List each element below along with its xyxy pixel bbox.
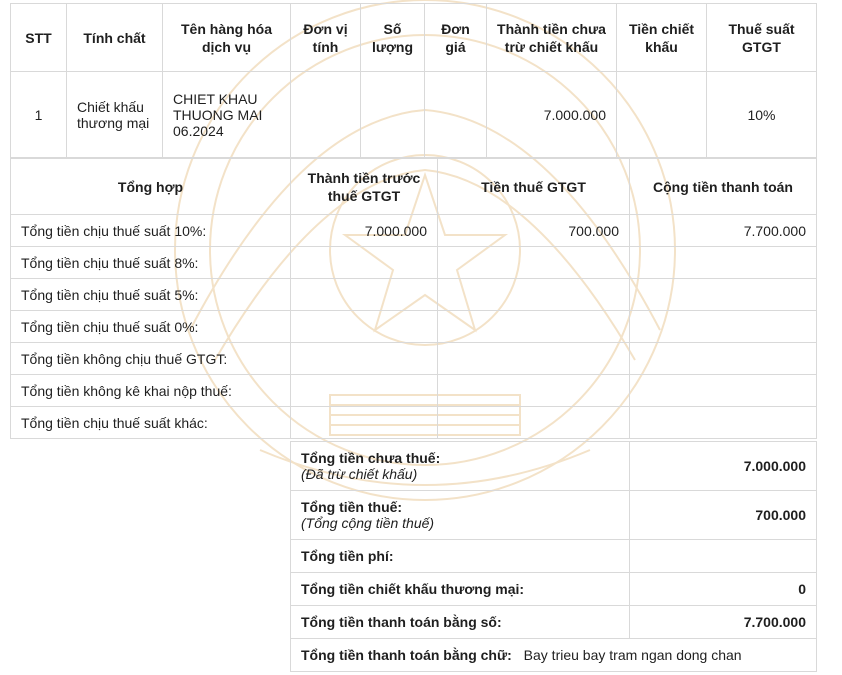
total-discount-row	[291, 573, 817, 606]
cell-tinh-chat: Chiết khấu thương mại	[67, 72, 163, 158]
table-row	[11, 279, 817, 311]
table-row	[11, 247, 817, 279]
total-payment-words-value: Bay trieu bay tram ngan dong chan	[523, 647, 742, 663]
total-tax-value: 700.000	[630, 491, 817, 540]
summary-label: Tổng tiền chịu thuế suất 5%:	[11, 279, 291, 311]
summary-truoc-thue	[291, 247, 438, 279]
summary-truoc-thue	[291, 343, 438, 375]
header-tien-chiet-khau: Tiền chiết khấu	[617, 4, 707, 72]
summary-cong-tien	[630, 247, 817, 279]
total-before-tax-row	[291, 442, 817, 491]
summary-header-truoc-thue: Thành tiền trước thuế GTGT	[291, 159, 438, 215]
total-tax-label: Tổng tiền thuế:	[301, 499, 403, 515]
summary-tien-thue	[438, 375, 630, 407]
summary-cong-tien	[630, 343, 817, 375]
total-tax-row	[291, 491, 817, 540]
summary-cong-tien	[630, 375, 817, 407]
summary-truoc-thue	[291, 375, 438, 407]
summary-truoc-thue	[291, 311, 438, 343]
total-before-tax-value: 7.000.000	[630, 442, 817, 491]
table-row	[11, 375, 817, 407]
header-so-luong: Số lượng	[361, 4, 425, 72]
table-row	[11, 343, 817, 375]
summary-cong-tien	[630, 311, 817, 343]
summary-label: Tổng tiền chịu thuế suất khác:	[11, 407, 291, 439]
header-stt: STT	[11, 4, 67, 72]
summary-header-tong-hop: Tổng hợp	[11, 159, 291, 215]
summary-label: Tổng tiền không chịu thuế GTGT:	[11, 343, 291, 375]
total-payment-words-cell	[291, 639, 817, 672]
total-payment-words-label: Tổng tiền thanh toán bằng chữ:	[301, 647, 512, 663]
summary-tien-thue: 700.000	[438, 215, 630, 247]
summary-header-tien-thue: Tiền thuế GTGT	[438, 159, 630, 215]
header-don-vi-tinh: Đơn vị tính	[291, 4, 361, 72]
total-before-tax-label-cell	[291, 442, 630, 491]
items-table	[10, 3, 817, 158]
total-tax-label-cell	[291, 491, 630, 540]
summary-cong-tien	[630, 279, 817, 311]
header-ten-hang-hoa: Tên hàng hóa dịch vụ	[163, 4, 291, 72]
summary-cong-tien	[630, 407, 817, 439]
total-before-tax-label: Tổng tiền chưa thuế:	[301, 450, 441, 466]
total-discount-value: 0	[630, 573, 817, 606]
cell-tien-chiet-khau	[617, 72, 707, 158]
summary-tien-thue	[438, 247, 630, 279]
cell-don-vi-tinh	[291, 72, 361, 158]
summary-tien-thue	[438, 343, 630, 375]
total-discount-label: Tổng tiền chiết khấu thương mại:	[291, 573, 630, 606]
summary-cong-tien: 7.700.000	[630, 215, 817, 247]
summary-label: Tổng tiền chịu thuế suất 10%:	[11, 215, 291, 247]
cell-ten-hang-hoa: CHIET KHAU THUONG MAI 06.2024	[163, 72, 291, 158]
total-payment-number-row	[291, 606, 817, 639]
summary-label: Tổng tiền không kê khai nộp thuế:	[11, 375, 291, 407]
table-row	[11, 72, 817, 158]
summary-label: Tổng tiền chịu thuế suất 0%:	[11, 311, 291, 343]
cell-thue-suat: 10%	[707, 72, 817, 158]
summary-truoc-thue: 7.000.000	[291, 215, 438, 247]
cell-so-luong	[361, 72, 425, 158]
header-tinh-chat: Tính chất	[67, 4, 163, 72]
header-thanh-tien: Thành tiền chưa trừ chiết khấu	[487, 4, 617, 72]
total-fee-label: Tổng tiền phí:	[291, 540, 630, 573]
header-thue-suat: Thuế suất GTGT	[707, 4, 817, 72]
total-fee-row	[291, 540, 817, 573]
summary-header-cong-tien: Cộng tiền thanh toán	[630, 159, 817, 215]
total-fee-value	[630, 540, 817, 573]
summary-tien-thue	[438, 407, 630, 439]
total-payment-words-row	[291, 639, 817, 672]
summary-truoc-thue	[291, 407, 438, 439]
total-before-tax-note: (Đã trừ chiết khấu)	[301, 466, 418, 482]
total-payment-number-value: 7.700.000	[630, 606, 817, 639]
summary-truoc-thue	[291, 279, 438, 311]
summary-table	[10, 158, 817, 439]
summary-header-row	[11, 159, 817, 215]
summary-tien-thue	[438, 311, 630, 343]
table-row	[11, 407, 817, 439]
items-header-row	[11, 4, 817, 72]
header-don-gia: Đơn giá	[425, 4, 487, 72]
summary-label: Tổng tiền chịu thuế suất 8%:	[11, 247, 291, 279]
summary-tien-thue	[438, 279, 630, 311]
table-row	[11, 311, 817, 343]
total-payment-number-label: Tổng tiền thanh toán bằng số:	[291, 606, 630, 639]
total-tax-note: (Tổng cộng tiền thuế)	[301, 515, 435, 531]
cell-thanh-tien: 7.000.000	[487, 72, 617, 158]
cell-don-gia	[425, 72, 487, 158]
cell-stt: 1	[11, 72, 67, 158]
table-row	[11, 215, 817, 247]
totals-table	[290, 441, 817, 672]
